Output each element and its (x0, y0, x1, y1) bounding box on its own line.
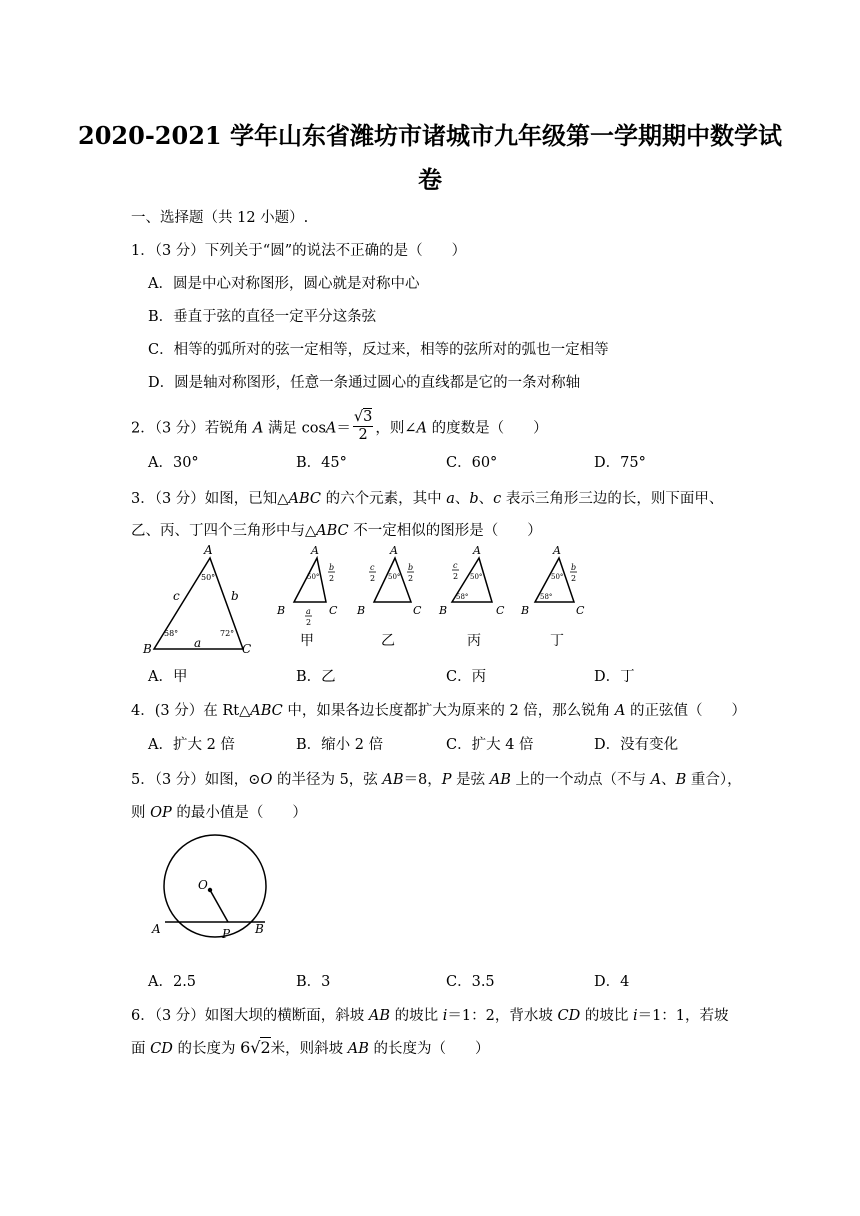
svg-text:b: b (329, 563, 335, 572)
svg-text:2: 2 (453, 572, 459, 581)
svg-text:2: 2 (370, 574, 376, 583)
svg-text:C: C (496, 604, 505, 617)
svg-text:C: C (242, 642, 252, 656)
paper-title-line-2: 卷 (418, 165, 442, 194)
question-4-option-a: A．扩大 2 倍 (148, 737, 235, 753)
question-5-option-c: C．3.5 (446, 974, 495, 990)
svg-text:2: 2 (306, 618, 312, 627)
question-4-option-c: C．扩大 4 倍 (446, 737, 534, 753)
svg-text:c: c (370, 563, 375, 572)
triangle-abc (142, 543, 251, 656)
question-5-option-b: B．3 (296, 974, 331, 990)
question-3-option-c: C．丙 (446, 669, 487, 685)
svg-text:A: A (311, 544, 319, 557)
question-4-stem: 4．(3 分）在 Rt△ABC 中，如果各边长度都扩大为原来的 2 倍，那么锐角 A 的正弦值（ ） (131, 703, 746, 719)
question-2-stem: 2．（3 分）若锐角 A 满足 cosA＝ $\frac{√3}{2}$ ，则∠A 的度数是（ ） (131, 409, 548, 443)
question-5-circle-figure (148, 832, 273, 944)
question-3-option-b: B．乙 (296, 669, 336, 685)
svg-text:2: 2 (329, 574, 335, 583)
svg-text:A: A (152, 922, 161, 936)
svg-text:O: O (198, 878, 208, 892)
question-4-option-d: D．没有变化 (594, 737, 679, 753)
question-2-option-c: C．60° (446, 455, 498, 471)
triangle-bing (438, 544, 505, 649)
svg-text:丙: 丙 (467, 633, 481, 649)
svg-text:B: B (143, 642, 152, 656)
svg-text:B: B (255, 922, 264, 936)
svg-text:50°: 50° (470, 573, 483, 581)
svg-text:2: 2 (408, 574, 414, 583)
svg-text:50°: 50° (307, 573, 320, 581)
radical-6-sqrt-2: 6√2 (240, 1038, 271, 1057)
svg-text:50°: 50° (201, 573, 216, 582)
svg-text:2: 2 (571, 574, 577, 583)
svg-text:A: A (473, 544, 481, 557)
question-6-stem-line-2: 面 CD 的长度为 6√2米，则斜坡 AB 的长度为（ ） (131, 1038, 490, 1057)
sqrt-icon: √ (250, 1038, 261, 1057)
question-1-option-b: B．垂直于弦的直径一定平分这条弦 (148, 309, 377, 325)
svg-text:P: P (222, 927, 231, 941)
svg-text:乙: 乙 (381, 633, 395, 649)
svg-text:58°: 58° (540, 593, 553, 601)
sqrt-icon: √ (353, 409, 364, 425)
svg-text:C: C (576, 604, 585, 617)
svg-text:B: B (439, 604, 448, 617)
svg-text:b: b (231, 589, 239, 603)
question-2-option-a: A．30° (148, 455, 199, 471)
svg-text:a: a (194, 636, 202, 650)
svg-text:甲: 甲 (300, 633, 314, 649)
triangle-yi (356, 544, 422, 649)
question-3-triangles-figure (140, 541, 600, 656)
triangle-ding (520, 544, 585, 649)
svg-text:a: a (306, 607, 311, 616)
question-1-option-d: D．圆是轴对称图形，任意一条通过圆心的直线都是它的一条对称轴 (148, 375, 581, 391)
question-5-option-d: D．4 (594, 974, 630, 990)
section-heading: 一、选择题（共 12 小题）. (131, 210, 309, 226)
question-1-option-a: A．圆是中心对称图形，圆心就是对称中心 (148, 276, 420, 292)
paper-title-line-1: 2020-2021 学年山东省潍坊市诸城市九年级第一学期期中数学试 (78, 121, 782, 150)
svg-text:58°: 58° (456, 593, 469, 601)
svg-text:C: C (329, 604, 338, 617)
question-3-option-d: D．丁 (594, 669, 635, 685)
svg-text:c: c (453, 561, 458, 570)
svg-text:58°: 58° (164, 629, 179, 638)
fraction-sqrt3-over-2: $\frac{√3}{2}$ (353, 409, 373, 443)
svg-text:72°: 72° (220, 629, 235, 638)
question-4-option-b: B．缩小 2 倍 (296, 737, 384, 753)
question-2-option-b: B．45° (296, 455, 347, 471)
question-5-stem-line-1: 5．（3 分）如图，⊙O 的半径为 5，弦 AB＝8，P 是弦 AB 上的一个动点（不与 A、B 重合）， (131, 772, 742, 788)
svg-text:B: B (277, 604, 286, 617)
svg-text:A: A (204, 543, 213, 557)
svg-text:B: B (521, 604, 530, 617)
question-5-option-a: A．2.5 (148, 974, 197, 990)
question-3-stem-line-1: 3．（3 分）如图，已知△ABC 的六个元素，其中 a、b、c 表示三角形三边的长，则下面甲、 (131, 491, 724, 507)
svg-text:B: B (357, 604, 366, 617)
triangle-jia (276, 544, 338, 649)
svg-text:c: c (173, 589, 180, 603)
question-2-option-d: D．75° (594, 455, 646, 471)
question-6-stem-line-1: 6．（3 分）如图大坝的横断面，斜坡 AB 的坡比 i＝1：2，背水坡 CD 的坡比 i＝1：1，若坡 (131, 1008, 729, 1024)
question-3-option-a: A．甲 (148, 669, 188, 685)
svg-text:A: A (553, 544, 561, 557)
svg-text:丁: 丁 (550, 633, 564, 649)
question-5-stem-line-2: 则 OP 的最小值是（ ） (131, 805, 307, 821)
question-1-stem: 1．（3 分）下列关于“圆”的说法不正确的是（ ） (131, 243, 467, 259)
svg-text:50°: 50° (551, 573, 564, 581)
svg-text:b: b (571, 563, 577, 572)
svg-text:C: C (413, 604, 422, 617)
question-3-stem-line-2: 乙、丙、丁四个三角形中与△ABC 不一定相似的图形是（ ） (131, 523, 542, 539)
svg-text:A: A (390, 544, 398, 557)
svg-text:b: b (408, 563, 414, 572)
svg-text:50°: 50° (388, 573, 401, 581)
question-1-option-c: C．相等的弧所对的弦一定相等，反过来，相等的弦所对的弧也一定相等 (148, 342, 609, 358)
